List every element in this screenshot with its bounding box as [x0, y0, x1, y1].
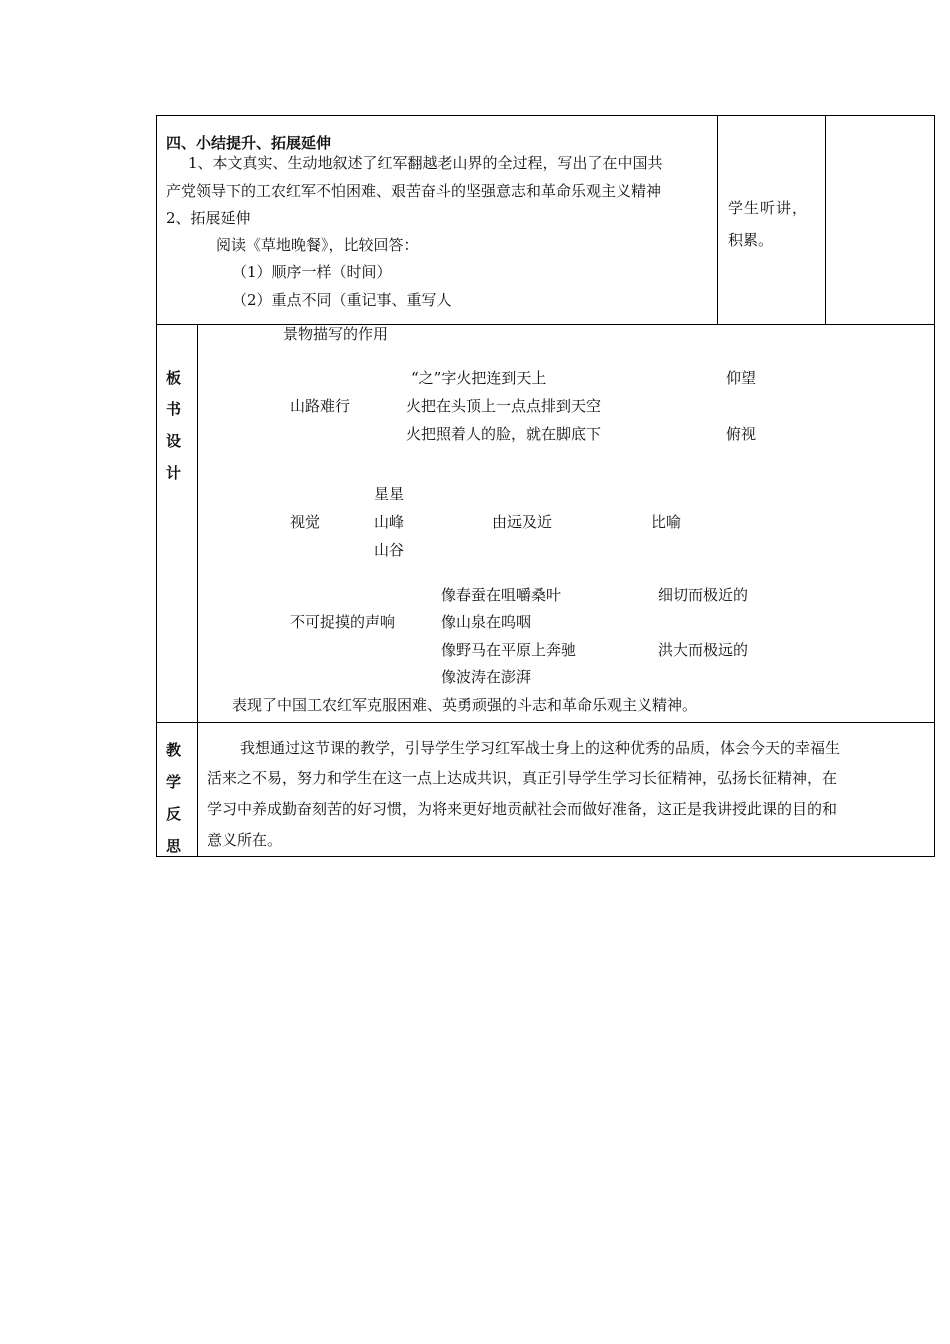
vision-item-peaks: 山峰	[374, 513, 405, 531]
torch-line-3: 火把照着人的脸，就在脚底下	[406, 425, 602, 443]
look-down-label: 俯视	[726, 425, 757, 443]
sound-simile-1: 像春蚕在咀嚼桑叶	[441, 586, 562, 604]
vision-order: 由远及近	[492, 513, 553, 531]
vision-label: 视觉	[290, 513, 321, 531]
answer-1: （1）顺序一样（时间）	[232, 263, 392, 281]
table-label-col-divider	[197, 324, 198, 857]
summary-line-2: 产党领导下的工农红军不怕困难、艰苦奋斗的坚强意志和革命乐观主义精神	[166, 182, 662, 200]
sound-quality-far: 洪大而极远的	[658, 641, 749, 659]
section-heading: 四、小结提升、拓展延伸	[166, 134, 332, 152]
board-title: 景物描写的作用	[283, 325, 389, 343]
sound-simile-2: 像山泉在呜咽	[441, 613, 532, 631]
table-border-left	[156, 115, 157, 857]
reflection-line-4: 意义所在。	[207, 831, 283, 849]
reflection-label-char-3: 反	[166, 805, 182, 823]
table-col-divider-top-2	[825, 115, 826, 325]
student-activity-line-2: 积累。	[728, 231, 774, 249]
sound-label: 不可捉摸的声响	[290, 613, 396, 631]
table-divider-2	[156, 722, 935, 723]
reflection-label-char-1: 教	[166, 741, 182, 759]
sound-quality-near: 细切而极近的	[658, 586, 749, 604]
vision-technique: 比喻	[651, 513, 682, 531]
answer-2: （2）重点不同（重记事、重写人	[232, 291, 452, 309]
summary-line-1: 1、本文真实、生动地叙述了红军翻越老山界的全过程，写出了在中国共	[188, 154, 663, 172]
table-border-top	[156, 115, 935, 116]
look-up-label: 仰望	[726, 369, 757, 387]
mountain-road-label: 山路难行	[290, 397, 351, 415]
table-divider-1	[156, 324, 935, 325]
reflection-label-char-2: 学	[166, 773, 182, 791]
sound-simile-4: 像波涛在澎湃	[441, 668, 532, 686]
board-label-char-4: 计	[166, 464, 182, 482]
reflection-label-char-4: 思	[166, 837, 182, 855]
vision-item-stars: 星星	[374, 485, 405, 503]
reflection-line-2: 活来之不易，努力和学生在这一点上达成共识，真正引导学生学习长征精神，弘扬长征精神，在	[207, 769, 838, 787]
vision-item-valleys: 山谷	[374, 541, 405, 559]
reflection-line-3: 学习中养成勤奋刻苦的好习惯，为将来更好地贡献社会而做好准备，这正是我讲授此课的目的和	[207, 800, 838, 818]
table-border-right	[934, 115, 935, 857]
table-col-divider-top-1	[717, 115, 718, 325]
board-label-char-3: 设	[166, 432, 182, 450]
board-summary: 表现了中国工农红军克服困难、英勇顽强的斗志和革命乐观主义精神。	[232, 696, 698, 714]
torch-line-1: “之”字火把连到天上	[411, 369, 547, 387]
reading-prompt: 阅读《草地晚餐》，比较回答：	[216, 236, 419, 254]
board-label-char-1: 板	[166, 369, 182, 387]
sound-simile-3: 像野马在平原上奔驰	[441, 641, 577, 659]
table-border-bottom	[156, 856, 935, 857]
extension-heading: 2、拓展延伸	[166, 209, 251, 227]
reflection-line-1: 我想通过这节课的教学，引导学生学习红军战士身上的这种优秀的品质，体会今天的幸福生	[240, 739, 841, 757]
student-activity-line-1: 学生听讲，	[728, 199, 809, 217]
board-label-char-2: 书	[166, 400, 182, 418]
torch-line-2: 火把在头顶上一点点排到天空	[406, 397, 602, 415]
